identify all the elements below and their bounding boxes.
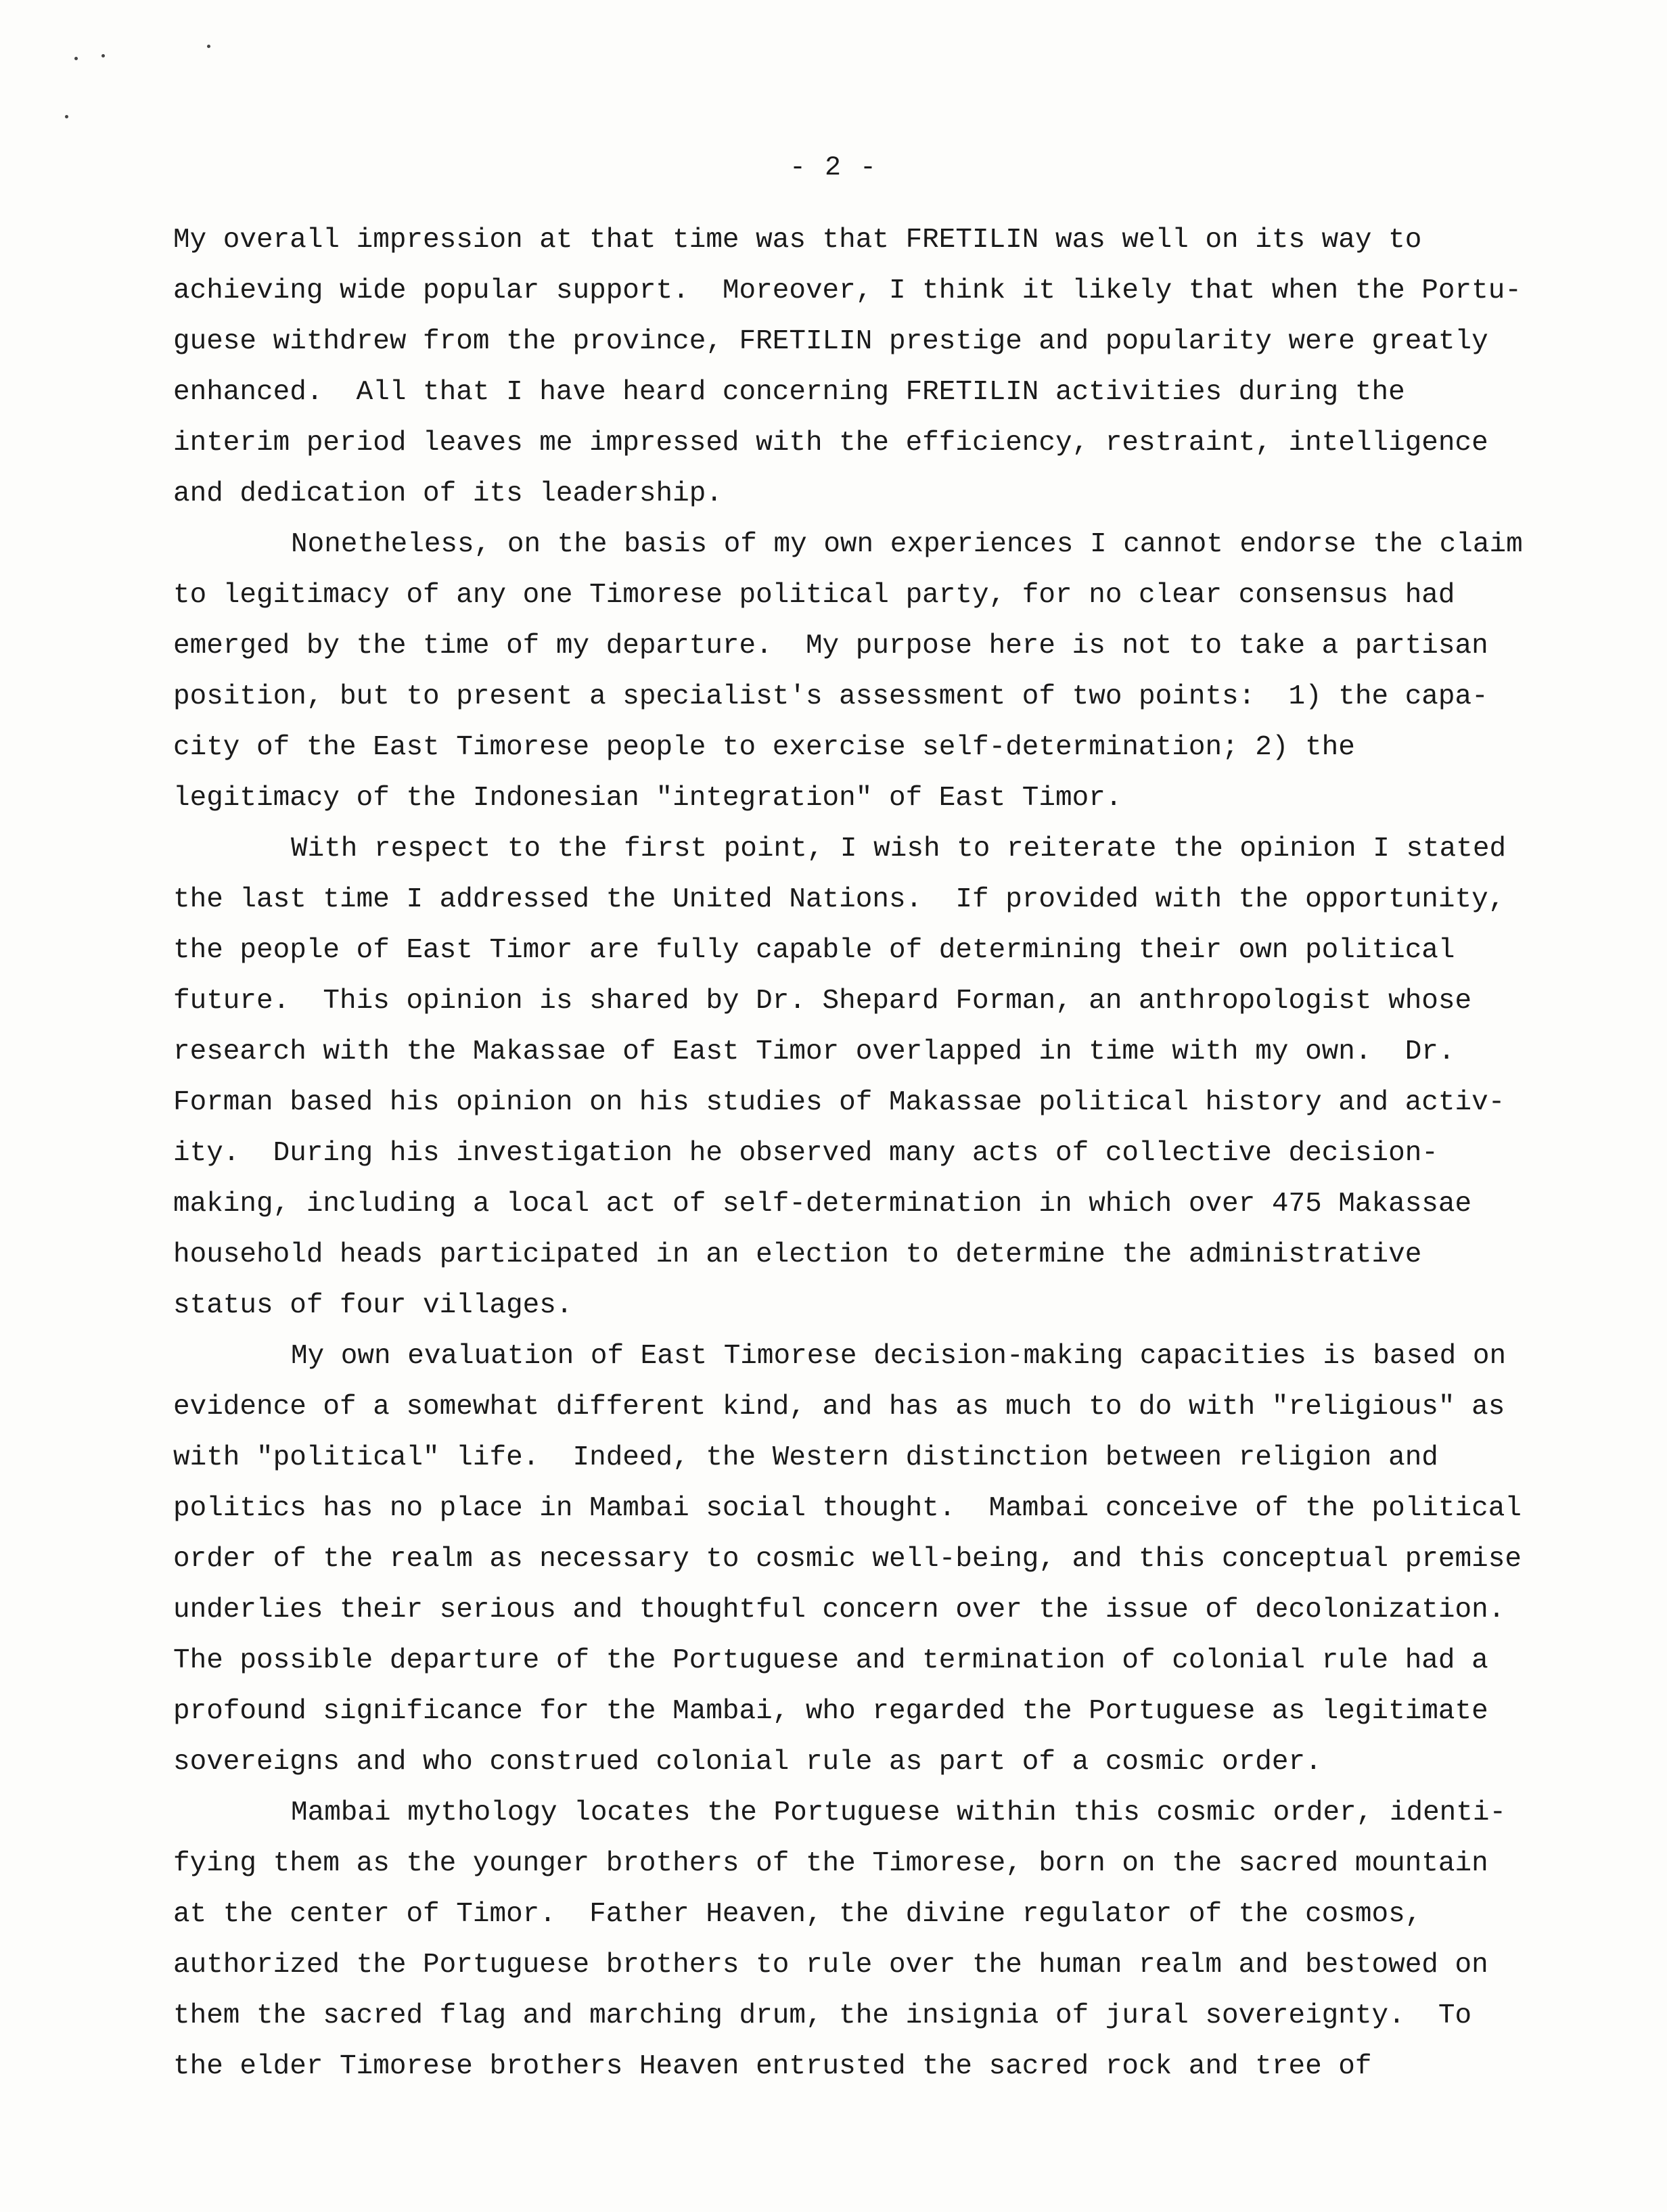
text-line: the people of East Timor are fully capable of determining their own political bbox=[173, 935, 1455, 966]
text-line: emerged by the time of my departure. My purpose here is not to take a partisan bbox=[173, 630, 1488, 662]
text-line: them the sacred flag and marching drum, the insignia of jural sovereignty. To bbox=[173, 2000, 1472, 2031]
text-line: sovereigns and who construed colonial rule as part of a cosmic order. bbox=[173, 1747, 1322, 1778]
scan-speck bbox=[101, 54, 105, 57]
text-line: My overall impression at that time was that FRETILIN was well on its way to bbox=[173, 225, 1422, 256]
text-line: The possible departure of the Portuguese and termination of colonial rule had a bbox=[173, 1645, 1488, 1676]
text-line: at the center of Timor. Father Heaven, the divine regulator of the cosmos, bbox=[173, 1899, 1422, 1930]
text-line: enhanced. All that I have heard concerning FRETILIN activities during the bbox=[173, 377, 1405, 408]
scan-speck bbox=[65, 115, 68, 118]
document-body bbox=[173, 215, 1567, 2092]
text-line: politics has no place in Mambai social thought. Mambai conceive of the political bbox=[173, 1493, 1522, 1524]
text-line: ity. During his investigation he observed many acts of collective decision- bbox=[173, 1138, 1438, 1169]
text-line: the elder Timorese brothers Heaven entrusted the sacred rock and tree of bbox=[173, 2051, 1372, 2082]
text-line: interim period leaves me impressed with the efficiency, restraint, intelligence bbox=[173, 428, 1488, 459]
text-line: My own evaluation of East Timorese decision-making capacities is based on bbox=[291, 1341, 1507, 1372]
text-line: with "political" life. Indeed, the Western distinction between religion and bbox=[173, 1442, 1438, 1473]
text-line: status of four villages. bbox=[173, 1290, 573, 1321]
text-line: legitimacy of the Indonesian "integration" of East Timor. bbox=[173, 783, 1122, 814]
scan-speck bbox=[207, 45, 210, 48]
text-line: future. This opinion is shared by Dr. Shepard Forman, an anthropologist whose bbox=[173, 986, 1472, 1017]
text-line: authorized the Portuguese brothers to rule over the human realm and bestowed on bbox=[173, 1950, 1488, 1981]
text-line: guese withdrew from the province, FRETILIN prestige and popularity were greatly bbox=[173, 326, 1488, 357]
text-line: underlies their serious and thoughtful concern over the issue of decolonization. bbox=[173, 1594, 1505, 1626]
scan-speck bbox=[74, 57, 78, 60]
text-line: making, including a local act of self-determination in which over 475 Makassae bbox=[173, 1189, 1472, 1220]
text-line: profound significance for the Mambai, who regarded the Portuguese as legitimate bbox=[173, 1696, 1488, 1727]
text-line: fying them as the younger brothers of the Timorese, born on the sacred mountain bbox=[173, 1848, 1488, 1879]
text-line: the last time I addressed the United Nations. If provided with the opportunity, bbox=[173, 884, 1505, 915]
text-line: city of the East Timorese people to exercise self-determination; 2) the bbox=[173, 732, 1355, 763]
text-line: research with the Makassae of East Timor overlapped in time with my own. Dr. bbox=[173, 1036, 1455, 1067]
text-line: Mambai mythology locates the Portuguese within this cosmic order, identi- bbox=[291, 1797, 1507, 1828]
text-line: evidence of a somewhat different kind, and has as much to do with "religious" as bbox=[173, 1391, 1505, 1423]
text-line: With respect to the first point, I wish to reiterate the opinion I stated bbox=[291, 833, 1507, 865]
text-line: to legitimacy of any one Timorese political party, for no clear consensus had bbox=[173, 580, 1455, 611]
text-line: and dedication of its leadership. bbox=[173, 478, 723, 509]
text-line: Forman based his opinion on his studies of Makassae political history and activ- bbox=[173, 1087, 1505, 1118]
text-line: order of the realm as necessary to cosmic well-being, and this conceptual premise bbox=[173, 1544, 1522, 1575]
text-line: Nonetheless, on the basis of my own experiences I cannot endorse the claim bbox=[291, 529, 1523, 560]
text-line: household heads participated in an election to determine the administrative bbox=[173, 1239, 1422, 1270]
text-line: position, but to present a specialist's assessment of two points: 1) the capa- bbox=[173, 681, 1488, 712]
page-number: - 2 - bbox=[789, 153, 878, 183]
text-line: achieving wide popular support. Moreover, I think it likely that when the Portu- bbox=[173, 275, 1522, 306]
